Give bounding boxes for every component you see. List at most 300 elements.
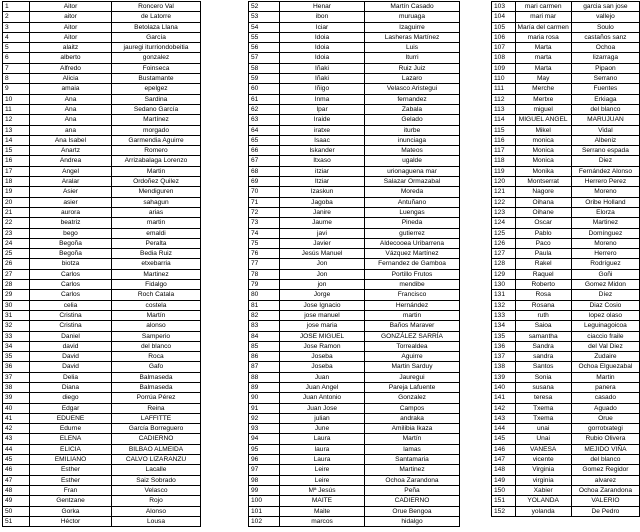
last-name: Hernández [365,300,460,310]
row-number: 110 [492,74,516,84]
row-number: 112 [492,94,516,104]
roster-table-body [249,2,460,527]
row-number: 89 [249,382,280,392]
table-row [3,403,201,413]
last-name: Moreno [571,238,639,248]
last-name: morgado [112,125,201,135]
last-name: fernandez [365,94,460,104]
table-row [3,269,201,279]
last-name: arias [112,207,201,217]
last-name: Domínguez [571,228,639,238]
first-name: Ana [30,94,112,104]
first-name: virginia [515,475,571,485]
last-name: Moreno [571,187,639,197]
first-name: Juan Angel [280,382,365,392]
table-row [3,249,201,259]
table-row [249,156,460,166]
row-number: 72 [249,207,280,217]
last-name: Vidal [571,125,639,135]
first-name: Santos [515,362,571,372]
table-row [3,228,201,238]
first-name: Montserrat [515,177,571,187]
first-name: monica [515,135,571,145]
row-number: 133 [492,310,516,320]
last-name: Pineda [365,218,460,228]
first-name: Juan Antonio [280,393,365,403]
first-name: María del carmen [515,22,571,32]
first-name: samantha [515,331,571,341]
last-name: Portillo Frutos [365,269,460,279]
first-name: Roberto [515,280,571,290]
first-name: jon [280,280,365,290]
last-name: Peralta [112,238,201,248]
last-name: Martín Casado [365,2,460,12]
table-row [3,32,201,42]
last-name: sahagun [112,197,201,207]
table-row [3,2,201,12]
row-number: 113 [492,104,516,114]
row-number: 131 [492,290,516,300]
table-row [492,156,640,166]
first-name: YOLANDA [515,496,571,506]
last-name: Campos [365,403,460,413]
first-name: Jose Ramon [280,341,365,351]
first-name: Iñaki [280,74,365,84]
first-name: julian [280,413,365,423]
row-number: 24 [3,238,30,248]
row-number: 29 [3,290,30,300]
table-row [492,74,640,84]
table-row [249,207,460,217]
first-name: Maite [280,506,365,516]
row-number: 66 [249,146,280,156]
table-row [249,352,460,362]
last-name: epelgez [112,84,201,94]
first-name: MAITE [280,496,365,506]
first-name: Angel [30,166,112,176]
row-number: 18 [3,177,30,187]
first-name: Janire [280,207,365,217]
row-number: 74 [249,228,280,238]
row-number: 21 [3,207,30,217]
row-number: 132 [492,300,516,310]
row-number: 31 [3,310,30,320]
table-row [249,465,460,475]
row-number: 126 [492,238,516,248]
table-row [3,156,201,166]
first-name: Rosa [515,290,571,300]
row-number: 12 [3,115,30,125]
table-row [492,455,640,465]
row-number: 48 [3,485,30,495]
table-row [492,177,640,187]
row-number: 10 [3,94,30,104]
last-name: Salazar Ormazabal [365,177,460,187]
row-number: 136 [492,341,516,351]
row-number: 149 [492,475,516,485]
last-name: gorrotxategi [571,424,639,434]
table-row [249,43,460,53]
row-number: 5 [3,43,30,53]
row-number: 146 [492,444,516,454]
last-name: Fernández Alonso [571,166,639,176]
table-row [3,84,201,94]
first-name: alaitz [30,43,112,53]
last-name: Aldecooea Uribarrena [365,238,460,248]
table-row [249,516,460,526]
roster-table-1 [2,1,201,527]
row-number: 102 [249,516,280,526]
first-name: bego [30,228,112,238]
first-name: EDUENE [30,413,112,423]
last-name: vallejo [571,12,639,22]
row-number: 107 [492,43,516,53]
first-name: Isaac [280,135,365,145]
row-number: 151 [492,496,516,506]
first-name: yolanda [515,506,571,516]
last-name: Zudaire [571,352,639,362]
last-name: Fidalgo [112,280,201,290]
row-number: 121 [492,187,516,197]
table-row [3,166,201,176]
row-number: 114 [492,115,516,125]
first-name: Aitor [30,22,112,32]
last-name: Jauregui [365,372,460,382]
first-name: amaia [30,84,112,94]
first-name: Txema [515,413,571,423]
table-row [3,238,201,248]
row-number: 96 [249,455,280,465]
first-name: Gorka [30,506,112,516]
table-row [492,496,640,506]
table-row [249,496,460,506]
row-number: 103 [492,2,516,12]
table-row [492,475,640,485]
table-row [249,197,460,207]
table-row [492,115,640,125]
table-row [3,352,201,362]
table-row [249,22,460,32]
first-name: Edurne [30,424,112,434]
first-name: Leire [280,465,365,475]
last-name: Diez [571,156,639,166]
table-row [249,300,460,310]
first-name: Pablo [515,228,571,238]
first-name: JOSE MIGUEL [280,331,365,341]
last-name: Roca [112,352,201,362]
row-number: 51 [3,516,30,526]
row-number: 3 [3,22,30,32]
table-row [492,300,640,310]
first-name: david [30,341,112,351]
row-number: 99 [249,485,280,495]
row-number: 87 [249,362,280,372]
table-row [492,228,640,238]
first-name: Iñaki [280,63,365,73]
last-name: Soulo [571,22,639,32]
row-number: 54 [249,22,280,32]
last-name: Luengas [365,207,460,217]
row-number: 49 [3,496,30,506]
first-name: Idoia [280,32,365,42]
last-name: Samperio [112,331,201,341]
table-row [249,228,460,238]
row-number: 80 [249,290,280,300]
table-row [492,207,640,217]
row-number: 23 [3,228,30,238]
table-row [3,177,201,187]
table-row [492,125,640,135]
table-row [249,135,460,145]
table-row [249,12,460,22]
last-name: Rojo [112,496,201,506]
first-name: Jon [280,259,365,269]
first-name: Aitor [30,32,112,42]
last-name: Orue [571,413,639,423]
last-name: Gafo [112,362,201,372]
last-name: Moreda [365,187,460,197]
last-name: lamas [365,444,460,454]
first-name: jose maria [280,321,365,331]
row-number: 70 [249,187,280,197]
last-name: ciaccio fraile [571,331,639,341]
row-number: 17 [3,166,30,176]
last-name: Oribe Holland [571,197,639,207]
row-number: 98 [249,475,280,485]
table-row [492,434,640,444]
first-name: Esther [30,475,112,485]
table-row [3,187,201,197]
first-name: Nagore [515,187,571,197]
first-name: Izaskun [280,187,365,197]
first-name: Ana Isabel [30,135,112,145]
last-name: hidalgo [365,516,460,526]
last-name: Bedia Ruiz [112,249,201,259]
roster-table-body [492,2,640,517]
row-number: 93 [249,424,280,434]
last-name: Lousa [112,516,201,526]
row-number: 38 [3,382,30,392]
first-name: Jagoba [280,197,365,207]
row-number: 34 [3,341,30,351]
row-number: 14 [3,135,30,145]
row-number: 63 [249,115,280,125]
last-name: Foinseca [112,63,201,73]
last-name: panera [571,382,639,392]
table-row [249,393,460,403]
first-name: Sandra [515,341,571,351]
table-row [3,146,201,156]
first-name: ibon [280,12,365,22]
last-name: del blanco [571,104,639,114]
table-row [492,2,640,12]
table-row [249,382,460,392]
last-name: Gomez Regidor [571,465,639,475]
table-row [492,238,640,248]
last-name: gonzalez [112,53,201,63]
table-row [492,352,640,362]
first-name: laura [280,444,365,454]
row-number: 109 [492,63,516,73]
row-number: 46 [3,465,30,475]
row-number: 27 [3,269,30,279]
row-number: 15 [3,146,30,156]
table-row [492,94,640,104]
table-row [3,341,201,351]
table-row [492,393,640,403]
row-number: 152 [492,506,516,516]
last-name: Serrano espada [571,146,639,156]
first-name: Iskander [280,146,365,156]
table-row [3,372,201,382]
first-name: alberto [30,53,112,63]
row-number: 91 [249,403,280,413]
row-number: 92 [249,413,280,423]
row-number: 58 [249,63,280,73]
table-row [249,187,460,197]
first-name: Asier [30,187,112,197]
last-name: emaldi [112,228,201,238]
table-row [492,310,640,320]
first-name: Paula [515,249,571,259]
row-number: 4 [3,32,30,42]
first-name: asier [30,197,112,207]
last-name: Ruiz Juiz [365,63,460,73]
first-name: Alfredo [30,63,112,73]
table-row [3,455,201,465]
row-number: 83 [249,321,280,331]
row-number: 118 [492,156,516,166]
last-name: del blanco [112,341,201,351]
first-name: Aralar [30,177,112,187]
first-name: Cristina [30,310,112,320]
table-row [3,135,201,145]
row-number: 37 [3,372,30,382]
table-row [492,331,640,341]
first-name: Mertxe [515,94,571,104]
last-name: Ordoñez Quilez [112,177,201,187]
row-number: 41 [3,413,30,423]
row-number: 116 [492,135,516,145]
row-number: 111 [492,84,516,94]
table-row [3,104,201,114]
last-name: ugalde [365,156,460,166]
row-number: 120 [492,177,516,187]
first-name: Aitor [30,2,112,12]
row-number: 76 [249,249,280,259]
table-row [492,372,640,382]
table-row [3,290,201,300]
table-row [249,177,460,187]
first-name: maria rosa [515,32,571,42]
last-name: inunciaga [365,135,460,145]
last-name: De Pedro [571,506,639,516]
table-row [492,43,640,53]
table-row [3,413,201,423]
first-name: aitor [30,12,112,22]
first-name: Anartz [30,146,112,156]
row-number: 143 [492,413,516,423]
first-name: Raquel [515,269,571,279]
last-name: Velasco [112,485,201,495]
first-name: Gentzane [30,496,112,506]
row-number: 108 [492,53,516,63]
table-row [3,310,201,320]
row-number: 65 [249,135,280,145]
last-name: Herrero Perez [571,177,639,187]
table-row [3,94,201,104]
row-number: 104 [492,12,516,22]
first-name: unai [515,424,571,434]
table-row [249,475,460,485]
table-row [3,115,201,125]
row-number: 16 [3,156,30,166]
first-name: Jaume [280,218,365,228]
first-name: Carlos [30,269,112,279]
last-name: Betolaza Llana [112,22,201,32]
table-row [249,238,460,248]
table-row [3,485,201,495]
last-name: gutierrez [365,228,460,238]
last-name: Gelado [365,115,460,125]
last-name: Sedano García [112,104,201,114]
last-name: Martin Sarduy [365,362,460,372]
row-number: 36 [3,362,30,372]
first-name: beatriz [30,218,112,228]
table-row [249,321,460,331]
row-number: 8 [3,74,30,84]
table-row [3,259,201,269]
row-number: 19 [3,187,30,197]
row-number: 33 [3,331,30,341]
last-name: Luis [365,43,460,53]
last-name: Santamaria [365,455,460,465]
first-name: Begoña [30,249,112,259]
last-name: Lazaro [365,74,460,84]
first-name: Juan Jose [280,403,365,413]
row-number: 142 [492,403,516,413]
table-row [249,104,460,114]
first-name: mari carmen [515,2,571,12]
last-name: Porrúa Pérez [112,393,201,403]
table-row [3,393,201,403]
table-row [492,22,640,32]
first-name: miguel [515,104,571,114]
first-name: Merche [515,84,571,94]
first-name: susana [515,382,571,392]
row-number: 55 [249,32,280,42]
first-name: celia [30,300,112,310]
first-name: Oihana [515,197,571,207]
table-row [492,249,640,259]
last-name: MARUJUAN [571,115,639,125]
table-row [492,104,640,114]
table-row [3,207,201,217]
table-row [249,434,460,444]
roster-table-body [3,2,201,527]
first-name: Virginia [515,465,571,475]
last-name: Pareja Lafuente [365,382,460,392]
first-name: Mikel [515,125,571,135]
last-name: Martinez [112,269,201,279]
table-row [3,218,201,228]
row-number: 20 [3,197,30,207]
last-name: Fuentes [571,84,639,94]
last-name: lizarraga [571,53,639,63]
row-number: 1 [3,2,30,12]
first-name: javi [280,228,365,238]
table-row [249,424,460,434]
